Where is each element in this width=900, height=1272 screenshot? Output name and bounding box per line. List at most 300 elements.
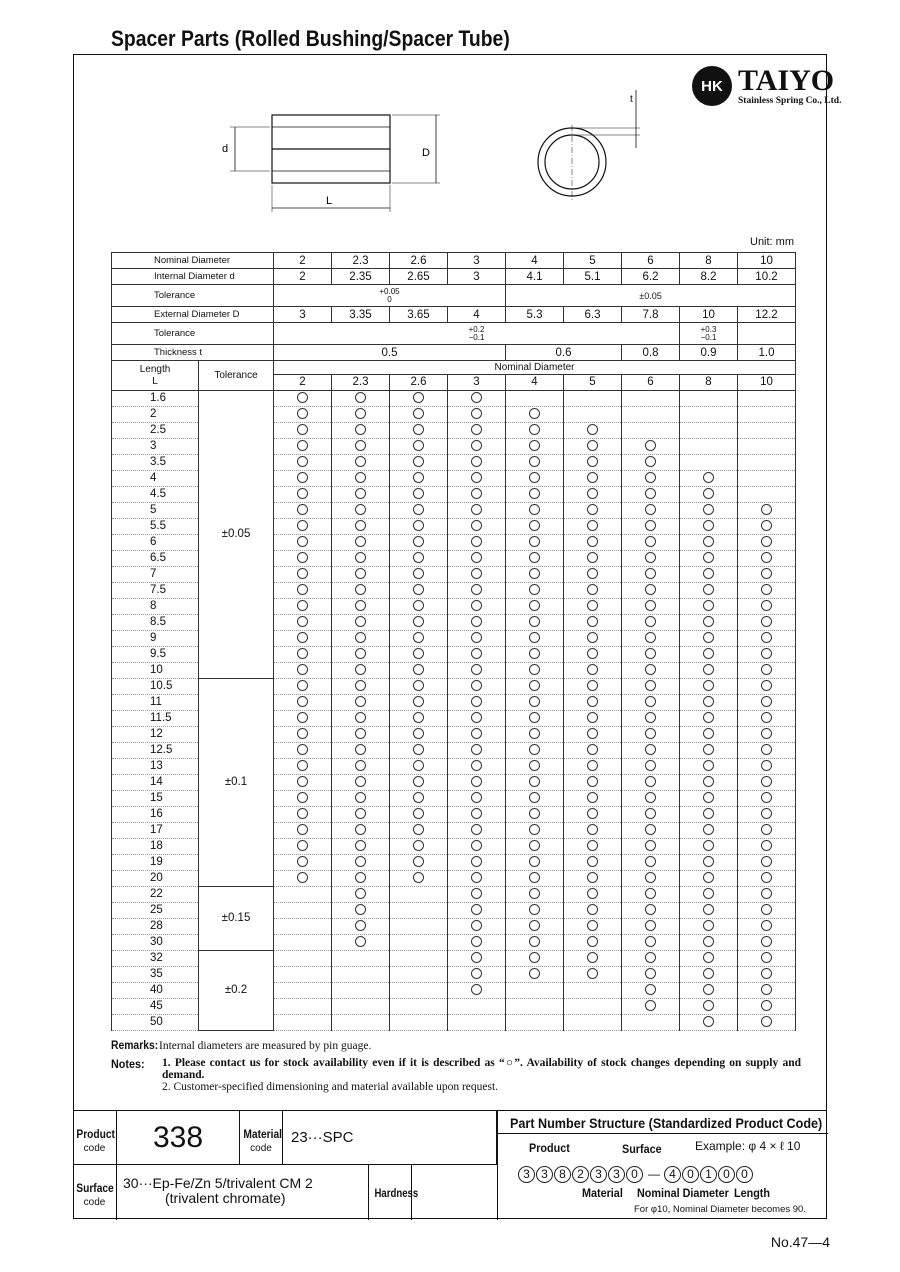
- available-mark-icon: [703, 808, 714, 819]
- available-mark-icon: [355, 552, 366, 563]
- availability-cell: [738, 487, 796, 503]
- availability-cell: [622, 855, 680, 871]
- available-mark-icon: [645, 536, 656, 547]
- availability-cell: [390, 1015, 448, 1031]
- available-mark-icon: [645, 456, 656, 467]
- availability-cell: [506, 711, 564, 727]
- availability-cell: [332, 887, 390, 903]
- availability-cell: [390, 903, 448, 919]
- availability-cell: [448, 407, 506, 423]
- table-row: [112, 391, 796, 407]
- dim-L-label: L: [326, 195, 333, 207]
- spec-cell: 4: [448, 307, 506, 323]
- availability-cell: [390, 791, 448, 807]
- available-mark-icon: [645, 440, 656, 451]
- available-mark-icon: [761, 616, 772, 627]
- availability-cell: [622, 407, 680, 423]
- availability-cell: [390, 919, 448, 935]
- spec-cell: 6.2: [622, 269, 680, 285]
- available-mark-icon: [297, 488, 308, 499]
- available-mark-icon: [471, 552, 482, 563]
- availability-cell: [564, 503, 622, 519]
- pn-digit: 0: [682, 1166, 699, 1183]
- available-mark-icon: [645, 1000, 656, 1011]
- availability-cell: [680, 807, 738, 823]
- availability-cell: [506, 647, 564, 663]
- available-mark-icon: [703, 776, 714, 787]
- spec-cell: 2: [274, 253, 332, 269]
- available-mark-icon: [645, 776, 656, 787]
- available-mark-icon: [471, 456, 482, 467]
- availability-cell: [390, 967, 448, 983]
- available-mark-icon: [471, 872, 482, 883]
- availability-cell: [564, 1015, 622, 1031]
- available-mark-icon: [297, 808, 308, 819]
- availability-cell: [448, 743, 506, 759]
- spec-cell: 2.65: [390, 269, 448, 285]
- available-mark-icon: [471, 440, 482, 451]
- available-mark-icon: [471, 920, 482, 931]
- available-mark-icon: [761, 808, 772, 819]
- available-mark-icon: [587, 536, 598, 547]
- availability-cell: [622, 839, 680, 855]
- diameter-header-cell: 8: [680, 375, 738, 391]
- availability-cell: [448, 1015, 506, 1031]
- available-mark-icon: [355, 520, 366, 531]
- length-cell: 45: [112, 999, 199, 1015]
- spec-cell: 7.8: [622, 307, 680, 323]
- available-mark-icon: [761, 888, 772, 899]
- available-mark-icon: [587, 872, 598, 883]
- available-mark-icon: [703, 648, 714, 659]
- available-mark-icon: [297, 408, 308, 419]
- available-mark-icon: [471, 568, 482, 579]
- available-mark-icon: [703, 616, 714, 627]
- available-mark-icon: [413, 520, 424, 531]
- availability-cell: [332, 1015, 390, 1031]
- available-mark-icon: [471, 856, 482, 867]
- available-mark-icon: [355, 680, 366, 691]
- available-mark-icon: [761, 936, 772, 947]
- availability-cell: [506, 999, 564, 1015]
- available-mark-icon: [645, 728, 656, 739]
- available-mark-icon: [645, 936, 656, 947]
- available-mark-icon: [703, 600, 714, 611]
- length-header-row: [112, 361, 796, 375]
- available-mark-icon: [297, 536, 308, 547]
- available-mark-icon: [587, 616, 598, 627]
- availability-cell: [448, 663, 506, 679]
- availability-cell: [332, 791, 390, 807]
- pn-digits-group2: [664, 1165, 754, 1182]
- available-mark-icon: [645, 856, 656, 867]
- table-row: [112, 887, 796, 903]
- available-mark-icon: [355, 824, 366, 835]
- availability-cell: [274, 679, 332, 695]
- availability-cell: [332, 807, 390, 823]
- available-mark-icon: [645, 840, 656, 851]
- available-mark-icon: [297, 840, 308, 851]
- spec-cell: 6.3: [564, 307, 622, 323]
- availability-cell: [506, 903, 564, 919]
- availability-cell: [680, 423, 738, 439]
- availability-cell: [622, 535, 680, 551]
- available-mark-icon: [587, 680, 598, 691]
- availability-cell: [332, 615, 390, 631]
- availability-cell: [506, 727, 564, 743]
- availability-cell: [448, 615, 506, 631]
- available-mark-icon: [761, 536, 772, 547]
- available-mark-icon: [413, 504, 424, 515]
- availability-cell: [680, 823, 738, 839]
- availability-cell: [738, 599, 796, 615]
- availability-cell: [332, 967, 390, 983]
- availability-cell: [738, 583, 796, 599]
- available-mark-icon: [703, 680, 714, 691]
- availability-cell: [390, 647, 448, 663]
- availability-cell: [738, 1015, 796, 1031]
- hardness-text: Hardness: [374, 1186, 419, 1200]
- available-mark-icon: [703, 712, 714, 723]
- availability-cell: [622, 887, 680, 903]
- availability-cell: [274, 919, 332, 935]
- available-mark-icon: [355, 488, 366, 499]
- length-cell: 28: [112, 919, 199, 935]
- logo-subtitle: Stainless Spring Co., Ltd.: [738, 96, 842, 106]
- availability-cell: [506, 535, 564, 551]
- availability-cell: [332, 999, 390, 1015]
- available-mark-icon: [297, 696, 308, 707]
- spec-cell: 3: [448, 269, 506, 285]
- availability-cell: [680, 391, 738, 407]
- availability-cell: [448, 519, 506, 535]
- available-mark-icon: [355, 536, 366, 547]
- availability-cell: [564, 743, 622, 759]
- available-mark-icon: [355, 920, 366, 931]
- available-mark-icon: [761, 984, 772, 995]
- available-mark-icon: [413, 616, 424, 627]
- available-mark-icon: [761, 776, 772, 787]
- available-mark-icon: [587, 664, 598, 675]
- availability-cell: [506, 423, 564, 439]
- available-mark-icon: [529, 504, 540, 515]
- availability-cell: [506, 455, 564, 471]
- length-cell: 15: [112, 791, 199, 807]
- available-mark-icon: [761, 600, 772, 611]
- diameter-header-cell: 3: [448, 375, 506, 391]
- available-mark-icon: [761, 968, 772, 979]
- available-mark-icon: [355, 456, 366, 467]
- availability-cell: [506, 775, 564, 791]
- availability-cell: [738, 391, 796, 407]
- availability-cell: [274, 567, 332, 583]
- available-mark-icon: [645, 920, 656, 931]
- available-mark-icon: [297, 792, 308, 803]
- availability-cell: [390, 823, 448, 839]
- available-mark-icon: [529, 952, 540, 963]
- code-label: code: [250, 1143, 272, 1154]
- availability-cell: [390, 631, 448, 647]
- available-mark-icon: [761, 904, 772, 915]
- availability-cell: [564, 423, 622, 439]
- availability-cell: [506, 839, 564, 855]
- available-mark-icon: [355, 712, 366, 723]
- available-mark-icon: [471, 952, 482, 963]
- availability-cell: [274, 631, 332, 647]
- tolerance-upper: +0.05: [379, 286, 400, 296]
- availability-cell: [332, 823, 390, 839]
- availability-cell: [564, 903, 622, 919]
- diameter-header-cell: 4: [506, 375, 564, 391]
- thickness-label: Thickness t: [112, 345, 274, 361]
- available-mark-icon: [761, 712, 772, 723]
- length-header: [112, 361, 199, 391]
- available-mark-icon: [413, 456, 424, 467]
- available-mark-icon: [413, 696, 424, 707]
- pn-title: Part Number Structure (Standardized Product Code): [510, 1115, 823, 1131]
- available-mark-icon: [645, 504, 656, 515]
- availability-cell: [738, 919, 796, 935]
- availability-cell: [274, 935, 332, 951]
- availability-cell: [738, 855, 796, 871]
- availability-cell: [622, 471, 680, 487]
- availability-cell: [622, 935, 680, 951]
- available-mark-icon: [355, 392, 366, 403]
- availability-cell: [564, 391, 622, 407]
- availability-cell: [332, 535, 390, 551]
- tolerance-cell: ±0.15: [199, 887, 274, 951]
- available-mark-icon: [471, 696, 482, 707]
- available-mark-icon: [761, 680, 772, 691]
- available-mark-icon: [297, 472, 308, 483]
- availability-cell: [390, 999, 448, 1015]
- availability-cell: [738, 615, 796, 631]
- available-mark-icon: [471, 744, 482, 755]
- availability-cell: [448, 583, 506, 599]
- available-mark-icon: [413, 472, 424, 483]
- availability-cell: [390, 679, 448, 695]
- available-mark-icon: [587, 440, 598, 451]
- length-cell: 17: [112, 823, 199, 839]
- availability-cell: [448, 567, 506, 583]
- pn-surface-label: Surface: [622, 1142, 662, 1156]
- pn-digit: 3: [518, 1166, 535, 1183]
- pn-digit: 1: [700, 1166, 717, 1183]
- available-mark-icon: [703, 952, 714, 963]
- availability-cell: [448, 679, 506, 695]
- availability-cell: [448, 759, 506, 775]
- available-mark-icon: [761, 568, 772, 579]
- available-mark-icon: [355, 424, 366, 435]
- length-cell: 1.6: [112, 391, 199, 407]
- availability-cell: [506, 663, 564, 679]
- availability-cell: [274, 1015, 332, 1031]
- length-cell: 7: [112, 567, 199, 583]
- availability-cell: [274, 599, 332, 615]
- available-mark-icon: [471, 680, 482, 691]
- available-mark-icon: [355, 696, 366, 707]
- availability-cell: [622, 743, 680, 759]
- logo-name: TAIYO: [738, 64, 835, 97]
- availability-cell: [506, 935, 564, 951]
- available-mark-icon: [529, 856, 540, 867]
- available-mark-icon: [471, 808, 482, 819]
- available-mark-icon: [645, 824, 656, 835]
- availability-cell: [448, 791, 506, 807]
- availability-cell: [448, 535, 506, 551]
- available-mark-icon: [355, 472, 366, 483]
- available-mark-icon: [413, 632, 424, 643]
- available-mark-icon: [587, 520, 598, 531]
- available-mark-icon: [413, 488, 424, 499]
- availability-cell: [390, 423, 448, 439]
- availability-cell: [680, 455, 738, 471]
- available-mark-icon: [529, 632, 540, 643]
- availability-cell: [332, 391, 390, 407]
- availability-cell: [622, 487, 680, 503]
- availability-cell: [738, 743, 796, 759]
- tolerance-cell: ±0.2: [199, 951, 274, 1031]
- available-mark-icon: [587, 488, 598, 499]
- availability-cell: [680, 679, 738, 695]
- availability-cell: [274, 951, 332, 967]
- available-mark-icon: [413, 552, 424, 563]
- availability-cell: [564, 855, 622, 871]
- availability-cell: [738, 439, 796, 455]
- availability-cell: [506, 887, 564, 903]
- external-row: [112, 307, 796, 323]
- tolerance-upper: +0.2: [468, 324, 485, 334]
- availability-cell: [564, 471, 622, 487]
- available-mark-icon: [645, 632, 656, 643]
- availability-cell: [390, 759, 448, 775]
- footer-panel: [73, 1110, 827, 1220]
- available-mark-icon: [703, 904, 714, 915]
- available-mark-icon: [297, 664, 308, 675]
- tolerance-lower: −0.1: [700, 332, 717, 342]
- internal-row: [112, 269, 796, 285]
- tolerance-d-row: [112, 285, 796, 307]
- availability-cell: [448, 471, 506, 487]
- availability-cell: [390, 487, 448, 503]
- length-cell: 19: [112, 855, 199, 871]
- available-mark-icon: [355, 856, 366, 867]
- available-mark-icon: [761, 696, 772, 707]
- available-mark-icon: [645, 696, 656, 707]
- availability-cell: [332, 855, 390, 871]
- length-cell: 3: [112, 439, 199, 455]
- available-mark-icon: [703, 728, 714, 739]
- availability-cell: [506, 855, 564, 871]
- available-mark-icon: [529, 920, 540, 931]
- available-mark-icon: [761, 872, 772, 883]
- length-cell: 25: [112, 903, 199, 919]
- available-mark-icon: [645, 584, 656, 595]
- available-mark-icon: [297, 584, 308, 595]
- availability-cell: [274, 551, 332, 567]
- availability-cell: [564, 807, 622, 823]
- surface-code-label: [73, 1165, 117, 1220]
- pn-dash: —: [648, 1167, 660, 1181]
- length-cell: 35: [112, 967, 199, 983]
- available-mark-icon: [587, 920, 598, 931]
- available-mark-icon: [587, 728, 598, 739]
- available-mark-icon: [529, 584, 540, 595]
- available-mark-icon: [297, 856, 308, 867]
- company-logo: [692, 64, 842, 110]
- availability-cell: [448, 487, 506, 503]
- available-mark-icon: [703, 488, 714, 499]
- available-mark-icon: [471, 840, 482, 851]
- availability-cell: [680, 551, 738, 567]
- available-mark-icon: [703, 792, 714, 803]
- availability-cell: [506, 983, 564, 999]
- available-mark-icon: [471, 904, 482, 915]
- available-mark-icon: [355, 616, 366, 627]
- available-mark-icon: [703, 472, 714, 483]
- available-mark-icon: [587, 760, 598, 771]
- product-code-label: [73, 1111, 117, 1165]
- spec-cell: 0.5: [274, 345, 506, 361]
- available-mark-icon: [761, 632, 772, 643]
- availability-cell: [506, 759, 564, 775]
- availability-cell: [738, 903, 796, 919]
- tolerance-cell: [680, 323, 738, 345]
- available-mark-icon: [529, 536, 540, 547]
- availability-cell: [448, 695, 506, 711]
- available-mark-icon: [529, 520, 540, 531]
- available-mark-icon: [529, 760, 540, 771]
- availability-cell: [622, 759, 680, 775]
- tolerance-label: Tolerance: [112, 323, 274, 345]
- availability-cell: [738, 967, 796, 983]
- available-mark-icon: [587, 744, 598, 755]
- availability-cell: [332, 759, 390, 775]
- availability-cell: [332, 407, 390, 423]
- spec-cell: 0.9: [680, 345, 738, 361]
- available-mark-icon: [645, 904, 656, 915]
- available-mark-icon: [587, 504, 598, 515]
- code-label: code: [83, 1143, 106, 1154]
- length-cell: 6.5: [112, 551, 199, 567]
- availability-cell: [448, 727, 506, 743]
- available-mark-icon: [587, 808, 598, 819]
- availability-cell: [738, 791, 796, 807]
- pn-product-label: Product: [529, 1141, 570, 1155]
- availability-cell: [390, 407, 448, 423]
- tolerance-cell: [274, 285, 506, 307]
- available-mark-icon: [645, 744, 656, 755]
- availability-cell: [564, 711, 622, 727]
- available-mark-icon: [297, 600, 308, 611]
- spec-cell: 5.3: [506, 307, 564, 323]
- note-2: 2. Customer-specified dimensioning and material available upon request.: [162, 1081, 499, 1093]
- available-mark-icon: [703, 936, 714, 947]
- available-mark-icon: [645, 520, 656, 531]
- tolerance-header: Tolerance: [199, 361, 274, 391]
- available-mark-icon: [587, 952, 598, 963]
- availability-cell: [622, 391, 680, 407]
- availability-cell: [622, 599, 680, 615]
- availability-cell: [506, 823, 564, 839]
- availability-cell: [390, 599, 448, 615]
- spec-cell: 6: [622, 253, 680, 269]
- note-1: 1. Please contact us for stock availability even if it is described as “○”. Availability of stock changes depending on supply and demand.: [162, 1057, 801, 1081]
- available-mark-icon: [645, 648, 656, 659]
- available-mark-icon: [413, 392, 424, 403]
- availability-cell: [622, 983, 680, 999]
- availability-cell: [680, 983, 738, 999]
